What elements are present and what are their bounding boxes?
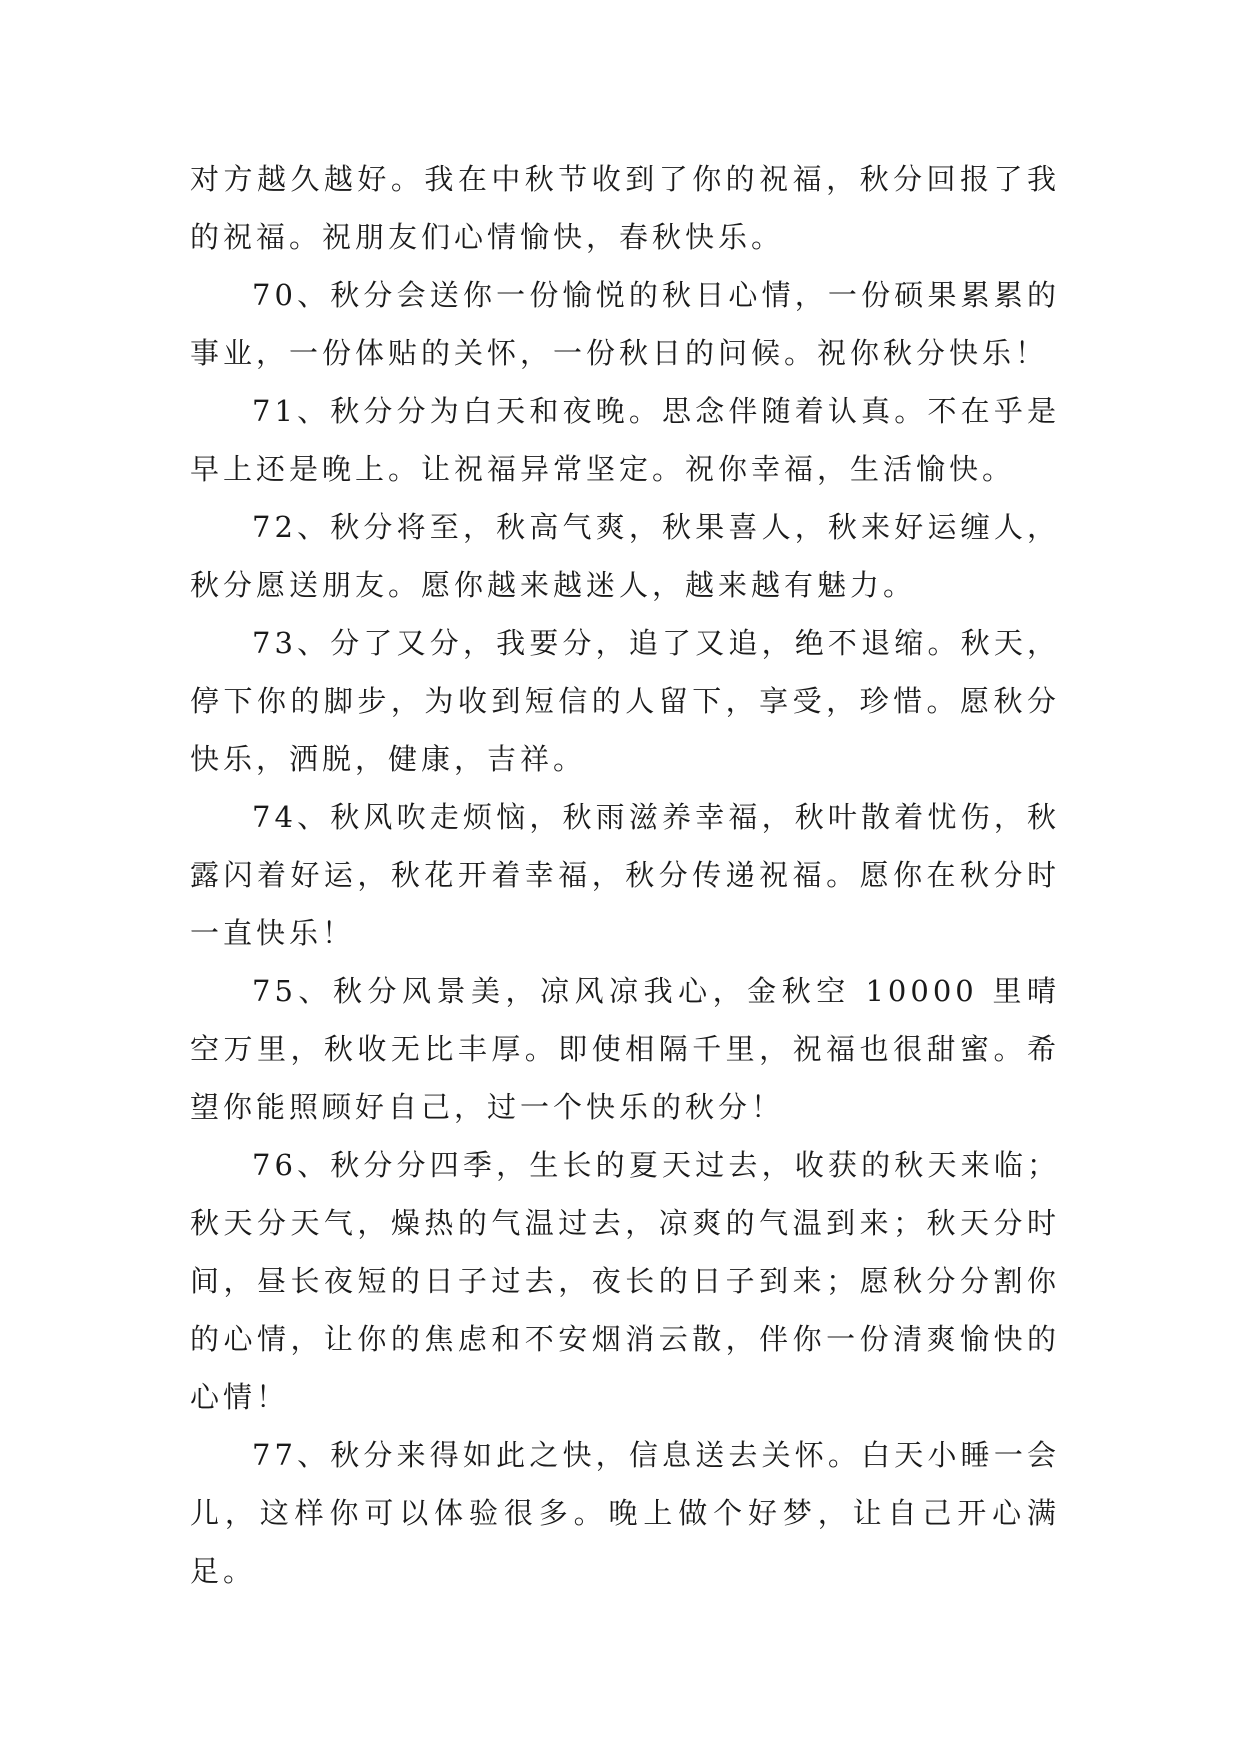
document-body (190, 150, 1060, 1600)
paragraph-75: 75、秋分风景美，凉风凉我心，金秋空 10000 里晴空万里，秋收无比丰厚。即使相隔千里，祝福也很甜蜜。希望你能照顾好自己，过一个快乐的秋分！ (190, 974, 1060, 1124)
paragraph-71: 71、秋分分为白天和夜晚。思念伴随着认真。不在乎是早上还是晚上。让祝福异常坚定。祝你幸福，生活愉快。 (190, 394, 1060, 486)
paragraph-73: 73、分了又分，我要分，追了又追，绝不退缩。秋天，停下你的脚步，为收到短信的人留下，享受，珍惜。愿秋分快乐，洒脱，健康，吉祥。 (190, 626, 1060, 776)
paragraph-74: 74、秋风吹走烦恼，秋雨滋养幸福，秋叶散着忧伤，秋露闪着好运，秋花开着幸福，秋分传递祝福。愿你在秋分时一直快乐！ (190, 800, 1060, 950)
paragraph-77: 77、秋分来得如此之快，信息送去关怀。白天小睡一会儿，这样你可以体验很多。晚上做个好梦，让自己开心满足。 (190, 1438, 1060, 1588)
paragraph-72: 72、秋分将至，秋高气爽，秋果喜人，秋来好运缠人，秋分愿送朋友。愿你越来越迷人，越来越有魅力。 (190, 510, 1060, 602)
paragraph-70: 70、秋分会送你一份愉悦的秋日心情，一份硕果累累的事业，一份体贴的关怀，一份秋日的问候。祝你秋分快乐！ (190, 278, 1060, 370)
paragraph-continuation: 对方越久越好。我在中秋节收到了你的祝福，秋分回报了我的祝福。祝朋友们心情愉快，春秋快乐。 (190, 162, 1060, 254)
paragraph-76: 76、秋分分四季，生长的夏天过去，收获的秋天来临；秋天分天气，燥热的气温过去，凉爽的气温到来；秋天分时间，昼长夜短的日子过去，夜长的日子到来；愿秋分分割你的心情，让你的焦虑和不安烟消云散，伴你一份清爽愉快的心情！ (190, 1148, 1060, 1414)
